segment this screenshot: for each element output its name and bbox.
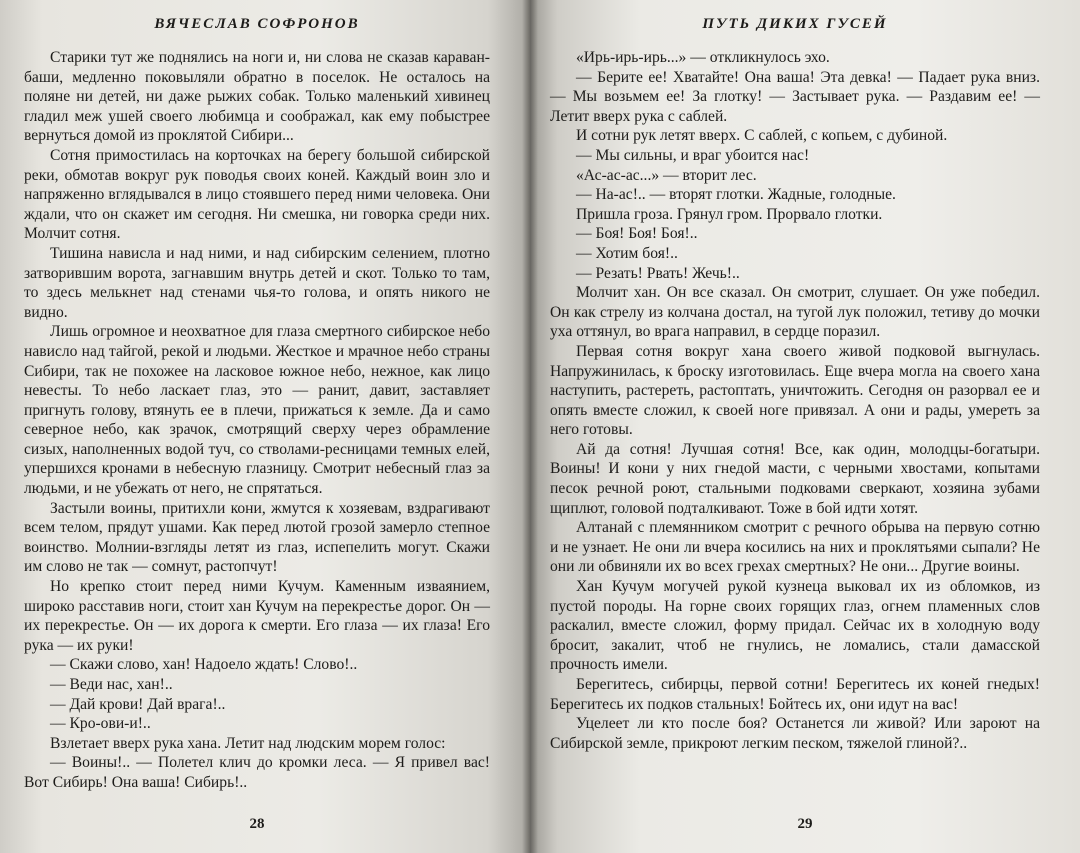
right-page-text (550, 48, 1040, 753)
dialogue-line: — Мы сильны, и враг убоится нас! (576, 146, 810, 164)
right-page (530, 0, 1080, 853)
dialogue-line: — Хотим боя!.. (576, 244, 678, 262)
paragraph: Берегитесь, сибирцы, первой сотни! Берегитесь их коней гнедых! Берегитесь их подков стальных! Бойтесь их, они идут на вас! (550, 676, 1040, 713)
dialogue-line: — Кро-ови-и!.. (50, 715, 151, 733)
paragraph: «Ас-ас-ас...» — вторит лес. (576, 166, 757, 184)
paragraph: «Ирь-ирь-ирь...» — откликнулось эхо. (576, 49, 830, 66)
dialogue-line: — На-ас!.. — вторят глотки. Жадные, голодные. (576, 186, 896, 204)
left-page-number: 28 (249, 816, 265, 832)
dialogue-line: — Берите ее! Хватайте! Она ваша! Эта девка! — Падает рука вниз. — Мы возьмем ее! За глотку! — Застывает рука. — Раздавим ее! — Летит вверх рука с саблей. (550, 68, 1040, 125)
paragraph: Но крепко стоит перед ними Кучум. Каменным изваянием, широко расставив ноги, стоит хан Кучум на перекрестье дорог. Он — их перекрестье. Он — их дорога к смерти. Его глаза — их глаза! Его рука — их руки! (24, 578, 490, 654)
left-running-header: ВЯЧЕСЛАВ СОФРОНОВ (154, 16, 360, 32)
paragraph: Взлетает вверх рука хана. Летит над людским морем голос: (50, 734, 446, 752)
right-running-header: ПУТЬ ДИКИХ ГУСЕЙ (702, 16, 888, 32)
paragraph: Лишь огромное и неохватное для глаза смертного сибирское небо нависло над тайгой, рекой и людьми. Жесткое и мрачное небо страны Сибири, так не похожее на ласковое южное небо, нежное, как лицо невесты. То небо ласкает глаз, это — ранит, давит, заставляет пригнуть голову, втянуть ее в плечи, прижаться к земле. Да и само северное небо, как зрачок, смотрящий сверху через обрамление сизых, наполненных водой туч, со стволами-ресницами темных елей, упершихся кронами в небесную глазницу. Смотрит небесный глаз за людьми, и не убежать от него, не спрятаться. (24, 323, 490, 498)
paragraph: Сотня примостилась на корточках на берегу большой сибирской реки, обмотав вокруг рук поводья своих коней. Каждый воин зло и напряженно вглядывался в лицо стоявшего перед ними человека. Они ждали, что он скажет им сегодня. Ни смешка, ни говорка среди них. Молчит сотня. (24, 146, 490, 243)
dialogue-line: — Скажи слово, хан! Надоело ждать! Слово!.. (50, 656, 358, 674)
paragraph: Хан Кучум могучей рукой кузнеца выковал их из обломков, из пустой породы. На горне своих горящих глаз, огнем пламенных слов раскалил, вместе сложил, форму придал. Сейчас их в холодную воду бросит, закалит, чтоб не гнулись, не ломались, стали дамасской прочность имели. (550, 578, 1040, 674)
paragraph: Пришла гроза. Грянул гром. Прорвало глотки. (576, 205, 883, 223)
left-page (0, 0, 530, 853)
paragraph: Тишина нависла и над ними, и над сибирским селением, плотно затворившим ворота, загнавшим внутрь детей и скот. Только то там, то здесь мелькнет над стенами чья-то голова, и опять никого не видно. (24, 244, 490, 321)
paragraph: Ай да сотня! Лучшая сотня! Все, как один, молодцы-богатыри. Воины! И кони у них гнедой масти, с черными хвостами, копытами песок речной роют, стальными подковами сверкают, хозяина зубами щиплют, головой подталкивают. Тоже в бой идти хотят. (550, 440, 1040, 517)
dialogue-line: — Боя! Боя! Боя!.. (576, 225, 698, 243)
left-page-text (24, 48, 490, 793)
paragraph: Старики тут же поднялись на ноги и, ни слова не сказав караван-баши, медленно поковыляли обратно в поселок. Не осталось на поляне ни детей, ни даже рыжих собак. Только маленький хивинец гладил меж ушей своего любимца и соображал, как ему побыстрее вернуться домой из проклятой Сибири... (24, 49, 490, 145)
paragraph: Уцелеет ли кто после боя? Останется ли живой? Или зароют на Сибирской земле, прикроют легким песком, тяжелой глиной?.. (550, 715, 1040, 752)
paragraph: Молчит хан. Он все сказал. Он смотрит, слушает. Он уже победил. Он как стрелу из колчана достал, на тугой лук положил, тетиву до мочки уха оттянул, во врага направил, в сердце поразил. (550, 284, 1040, 341)
dialogue-line: — Дай крови! Дай врага!.. (50, 695, 226, 713)
paragraph: Застыли воины, притихли кони, жмутся к хозяевам, вздрагивают всем телом, прядут ушами. Как перед лютой грозой замерло степное воинство. Молнии-взгляды летят из глаз, испепелить могут. Скажи им слово не так — сомнут, растопчут! (24, 499, 490, 576)
right-page-number: 29 (797, 816, 813, 832)
dialogue-line: — Воины!.. — Полетел клич до кромки леса. — Я привел вас! Вот Сибирь! Она ваша! Сибирь!.. (24, 754, 490, 791)
dialogue-line: — Резать! Рвать! Жечь!.. (576, 264, 740, 282)
dialogue-line: — Веди нас, хан!.. (50, 676, 173, 693)
paragraph: И сотни рук летят вверх. С саблей, с копьем, с дубиной. (576, 127, 948, 145)
paragraph: Первая сотня вокруг хана своего живой подковой выгнулась. Напружинилась, к броску изготовилась. Еще вчера могла на своего хана наступить, растереть, растоптать, уничтожить. Сегодня он разорвал ее и опять вместе сложил, к своей ноге привязал. А они и рады, умереть за него готовы. (550, 342, 1040, 439)
paragraph: Алтанай с племянником смотрит с речного обрыва на первую сотню и не узнает. Не они ли вчера косились на них и проклятьями сыпали? Не они ли обвиняли их во всех грехах смертных? Не они... Другие воины. (550, 519, 1040, 576)
